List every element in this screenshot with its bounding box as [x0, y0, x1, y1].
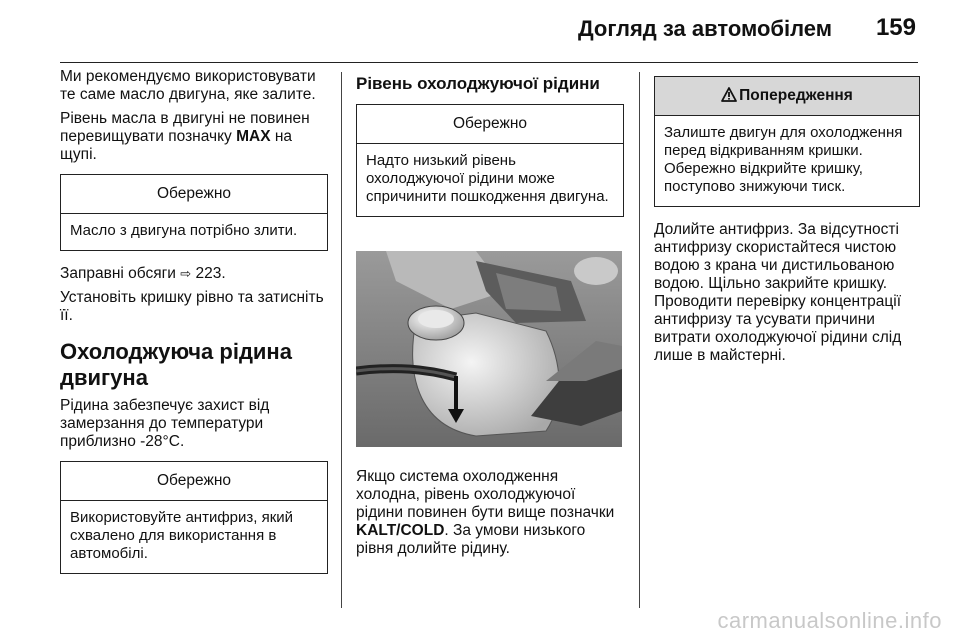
- paragraph: [60, 265, 328, 283]
- coolant-reservoir-photo: [356, 251, 622, 447]
- paragraph: Долийте антифриз. За відсутності антифризу скористайтеся чистою водою з крана чи дистильованою водою. Щільно закрийте кришку. Проводити перевірку концентрації антифризу та усувати причини витрати охолоджуючої рідини слід лише в майстерні.: [654, 221, 902, 364]
- page-reference-link[interactable]: 223.: [191, 265, 226, 282]
- header-rule: [60, 62, 918, 63]
- caution-heading: Обережно: [61, 462, 327, 501]
- warning-box: [654, 76, 920, 207]
- caution-heading: Обережно: [357, 105, 623, 144]
- warning-triangle-icon: [721, 87, 737, 102]
- warning-heading-text: Попередження: [739, 87, 853, 104]
- caution-body: Використовуйте антифриз, який схвалено для використання в автомобілі.: [70, 509, 294, 562]
- mark-max: MAX: [236, 128, 271, 145]
- caution-box: [60, 174, 328, 251]
- text: на щупі.: [60, 128, 293, 163]
- text: Якщо система охолодження холодна, рівень охолоджуючої рідини повинен бути вище позначки: [356, 468, 615, 521]
- paragraph: [60, 110, 328, 164]
- reference-arrow-icon[interactable]: ⇨: [180, 266, 192, 281]
- caution-body: Надто низький рівень охолоджуючої рідини може спричинити пошкодження двигуна.: [366, 152, 609, 205]
- text: . За умови низького рівня долийте рідину.: [356, 522, 586, 557]
- column-separator-2: [639, 72, 640, 608]
- text: Заправні обсяги: [60, 265, 181, 282]
- paragraph: Установіть кришку рівно та затисніть її.: [60, 289, 324, 324]
- page-header-title: Догляд за автомобілем: [577, 16, 832, 41]
- subsection-title: Рівень охолоджуючої рідини: [356, 74, 600, 93]
- column-3: [654, 68, 920, 371]
- caution-box: [60, 461, 328, 574]
- caution-box: [356, 104, 624, 217]
- caution-heading: Обережно: [61, 175, 327, 214]
- column-separator-1: [341, 72, 342, 608]
- text: Рівень масла в двигуні не повинен перевищувати позначку: [60, 110, 310, 145]
- paragraph: Рідина забезпечує захист від замерзання до температури приблизно -28°C.: [60, 397, 270, 450]
- warning-heading: [655, 77, 919, 116]
- section-title: Охолоджуюча рідина двигуна: [60, 339, 292, 390]
- paragraph: Ми рекомендуємо використовувати те саме масло двигуна, яке залите.: [60, 68, 316, 103]
- warning-body: Залиште двигун для охолодження перед відкриванням кришки. Обережно відкрийте кришку, поступово знижуючи тиск.: [664, 124, 903, 195]
- mark-kalt-cold: KALT/COLD: [356, 522, 445, 539]
- watermark-text: carmanualsonline.info: [717, 608, 942, 633]
- column-1: [60, 68, 328, 588]
- caution-body: Масло з двигуна потрібно злити.: [70, 222, 298, 239]
- paragraph: [356, 468, 624, 558]
- page-number: 159: [875, 14, 916, 41]
- column-2: [356, 68, 624, 564]
